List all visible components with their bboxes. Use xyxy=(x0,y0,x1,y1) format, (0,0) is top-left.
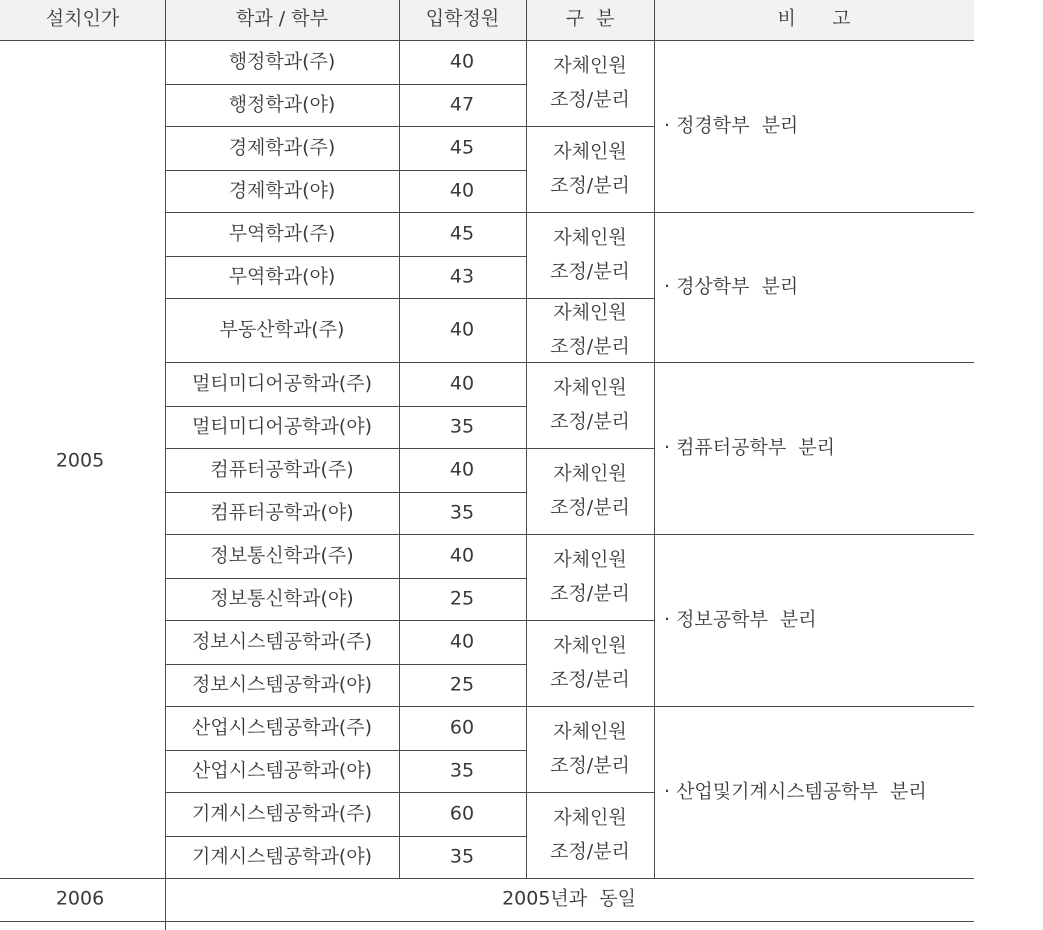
category-divider xyxy=(526,448,654,449)
department-name: 기계시스템공학과(야) xyxy=(191,845,373,868)
category-line2: 조정/분리 xyxy=(550,88,630,111)
category-divider xyxy=(526,792,654,793)
remark-text: · 산업및기계시스템공학부 분리 xyxy=(664,780,927,803)
category-line1: 자체인원 xyxy=(553,462,627,485)
department-name: 경제학과(야) xyxy=(228,179,336,202)
department-name: 멀티미디어공학과(야) xyxy=(191,415,373,438)
department-quota: 60 xyxy=(449,716,475,739)
department-quota: 35 xyxy=(449,845,475,868)
category-line2: 조정/분리 xyxy=(550,335,630,358)
row-divider xyxy=(165,664,526,665)
remark-text: · 정보공학부 분리 xyxy=(664,608,817,631)
row-divider xyxy=(165,448,526,449)
remark-text: · 컴퓨터공학부 분리 xyxy=(664,436,835,459)
note-2006: 2005년과 동일 xyxy=(502,887,636,910)
header-cell: 입학정원 xyxy=(425,7,500,30)
department-name: 정보통신학과(주) xyxy=(210,544,354,567)
department-name: 부동산학과(주) xyxy=(219,318,345,341)
category-line1: 자체인원 xyxy=(553,301,627,324)
category-divider xyxy=(526,126,654,127)
header-cell: 학과 / 학부 xyxy=(236,7,328,30)
department-name: 정보통신학과(야) xyxy=(210,587,354,610)
col-divider-4 xyxy=(654,0,655,878)
category-line2: 조정/분리 xyxy=(550,582,630,605)
department-quota: 40 xyxy=(449,544,475,567)
header-cell: 비 고 xyxy=(777,7,851,30)
department-quota: 45 xyxy=(449,222,475,245)
row-divider xyxy=(165,212,526,213)
row-divider xyxy=(165,578,526,579)
row-divider xyxy=(165,492,526,493)
col-divider-1 xyxy=(165,0,166,930)
category-line1: 자체인원 xyxy=(553,376,627,399)
row-divider xyxy=(165,750,526,751)
row-divider xyxy=(165,792,526,793)
department-quota: 25 xyxy=(449,587,475,610)
category-line2: 조정/분리 xyxy=(550,668,630,691)
remark-divider xyxy=(654,362,974,363)
category-line2: 조정/분리 xyxy=(550,840,630,863)
install-year-2005: 2005 xyxy=(55,449,105,472)
department-quota: 60 xyxy=(449,802,475,825)
header-bottom-line xyxy=(0,40,974,41)
category-line1: 자체인원 xyxy=(553,720,627,743)
department-name: 멀티미디어공학과(주) xyxy=(191,372,373,395)
row-divider xyxy=(165,298,526,299)
department-quota: 35 xyxy=(449,759,475,782)
category-line1: 자체인원 xyxy=(553,54,627,77)
row-divider xyxy=(165,534,526,535)
department-name: 산업시스템공학과(야) xyxy=(191,759,373,782)
department-name: 정보시스템공학과(야) xyxy=(191,673,373,696)
department-name: 행정학과(야) xyxy=(228,93,336,116)
department-quota: 43 xyxy=(449,265,475,288)
col-divider-2 xyxy=(399,0,400,878)
header-cell: 구 분 xyxy=(565,7,615,30)
section-2006-bottom-line xyxy=(0,921,974,922)
department-name: 무역학과(주) xyxy=(228,222,336,245)
category-line1: 자체인원 xyxy=(553,634,627,657)
department-quota: 40 xyxy=(449,630,475,653)
row-divider xyxy=(165,126,526,127)
category-line1: 자체인원 xyxy=(553,226,627,249)
department-quota: 40 xyxy=(449,318,475,341)
category-line1: 자체인원 xyxy=(553,548,627,571)
department-quota: 35 xyxy=(449,415,475,438)
category-divider xyxy=(526,362,654,363)
remark-divider xyxy=(654,706,974,707)
row-divider xyxy=(165,362,526,363)
department-quota: 40 xyxy=(449,372,475,395)
category-divider xyxy=(526,298,654,299)
section-2005-bottom-line xyxy=(0,878,974,879)
department-name: 행정학과(주) xyxy=(228,50,336,73)
department-name: 기계시스템공학과(주) xyxy=(191,802,373,825)
row-divider xyxy=(165,620,526,621)
category-line2: 조정/분리 xyxy=(550,410,630,433)
department-name: 정보시스템공학과(주) xyxy=(191,630,373,653)
department-quota: 47 xyxy=(449,93,475,116)
remark-divider xyxy=(654,534,974,535)
install-year-2006: 2006 xyxy=(55,887,105,910)
category-line1: 자체인원 xyxy=(553,140,627,163)
department-quota: 40 xyxy=(449,458,475,481)
remark-text: · 경상학부 분리 xyxy=(664,275,799,298)
department-quota: 35 xyxy=(449,501,475,524)
category-divider xyxy=(526,620,654,621)
department-quota: 40 xyxy=(449,179,475,202)
department-name: 산업시스템공학과(주) xyxy=(191,716,373,739)
row-divider xyxy=(165,84,526,85)
col-divider-3 xyxy=(526,0,527,878)
department-quota: 40 xyxy=(449,50,475,73)
department-name: 무역학과(야) xyxy=(228,265,336,288)
row-divider xyxy=(165,170,526,171)
category-line1: 자체인원 xyxy=(553,806,627,829)
remark-divider xyxy=(654,212,974,213)
category-divider xyxy=(526,534,654,535)
category-line2: 조정/분리 xyxy=(550,496,630,519)
department-name: 컴퓨터공학과(주) xyxy=(210,458,354,481)
remark-text: · 정경학부 분리 xyxy=(664,114,799,137)
row-divider xyxy=(165,706,526,707)
department-quota: 45 xyxy=(449,136,475,159)
category-divider xyxy=(526,212,654,213)
department-name: 컴퓨터공학과(야) xyxy=(210,501,354,524)
category-line2: 조정/분리 xyxy=(550,260,630,283)
category-divider xyxy=(526,706,654,707)
department-name: 경제학과(주) xyxy=(228,136,336,159)
row-divider xyxy=(165,256,526,257)
row-divider xyxy=(165,406,526,407)
category-line2: 조정/분리 xyxy=(550,754,630,777)
header-cell: 설치인가 xyxy=(45,7,120,30)
category-line2: 조정/분리 xyxy=(550,174,630,197)
row-divider xyxy=(165,836,526,837)
department-quota: 25 xyxy=(449,673,475,696)
